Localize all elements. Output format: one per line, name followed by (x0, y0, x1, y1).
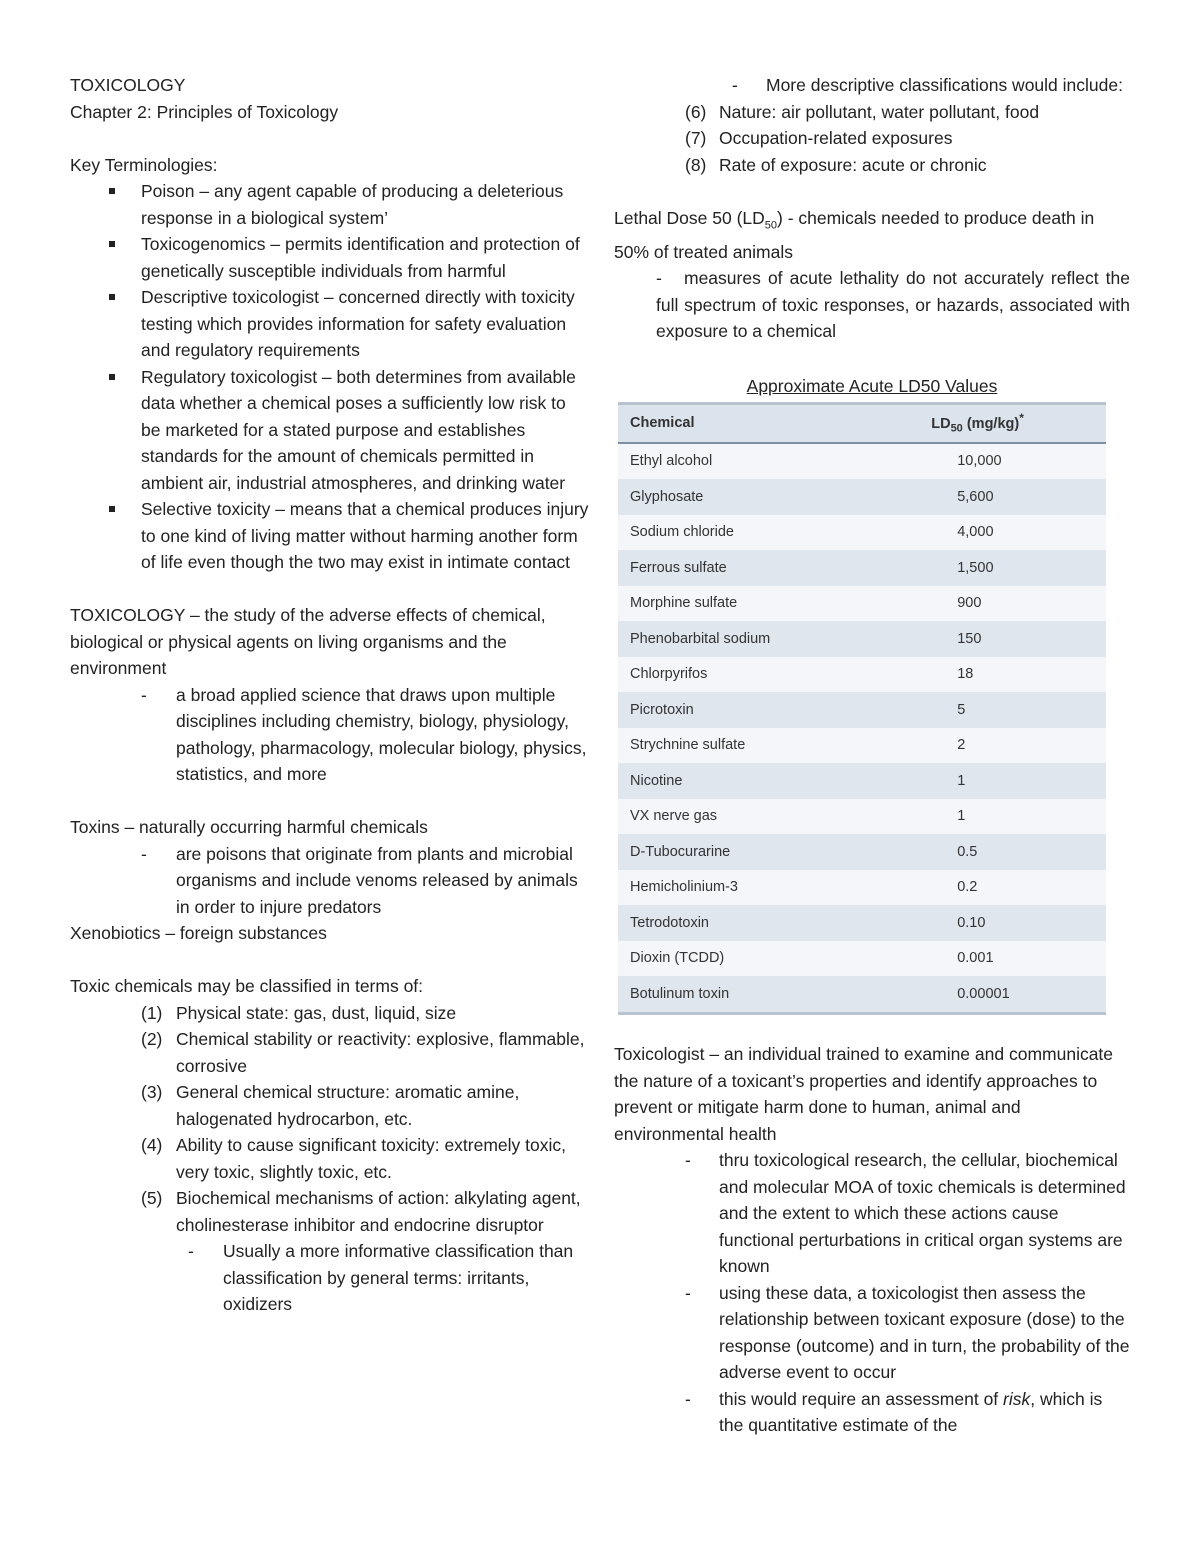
dash-marker: - (656, 268, 662, 288)
table-row: Morphine sulfate 900 (618, 586, 1106, 622)
toxins-definition: Toxins – naturally occurring harmful chemicals (70, 817, 428, 837)
table-row: Chlorpyrifos 18 (618, 657, 1106, 693)
ld50-table (618, 402, 1106, 1015)
classification-item: (3) General chemical structure: aromatic amine, halogenated hydrocarbon, etc. (141, 1082, 520, 1129)
column-header-chemical: Chemical (618, 403, 837, 443)
list-item: Regulatory toxicologist – both determines from available data whether a chemical poses a sufficiently low risk to be marketed for a stated purpose and establishes standards for the amount of chemicals permitted in ambient air, industrial atmospheres, and drinking water (141, 364, 590, 497)
dash-marker: - (685, 1282, 691, 1303)
classification-item: (1) Physical state: gas, dust, liquid, size (141, 1002, 457, 1023)
terminology-list (70, 178, 590, 576)
dash-marker: - (685, 1150, 691, 1171)
table-row: VX nerve gas 1 (618, 799, 1106, 835)
table-row: Sodium chloride 4,000 (618, 515, 1106, 551)
toxicology-subpoint: - a broad applied science that draws upon multiple disciplines including chemistry, biology, physiology, pathology, pharmacology, molecular biology, physics, statistics, and more (70, 682, 590, 788)
chapter-title: Chapter 2: Principles of Toxicology (70, 101, 339, 122)
table-row: Ferrous sulfate 1,500 (618, 550, 1106, 586)
toxicologist-subpoint: - using these data, a toxicologist then assess the relationship between toxicant exposure (dose) to the response (outcome) and in turn, the probability of the adverse event to occur (614, 1280, 1130, 1386)
right-column (614, 72, 1130, 1439)
toxicology-definition: TOXICOLOGY – the study of the adverse effects of chemical, biological or physical agents on living organisms and the environment (70, 605, 546, 678)
classification-item: (8) Rate of exposure: acute or chronic (685, 154, 987, 175)
toxicologist-subpoint: - this would require an assessment of risk, which is the quantitative estimate of the (614, 1386, 1130, 1439)
dash-marker: - (141, 843, 147, 864)
list-item: Toxicogenomics – permits identification and protection of genetically susceptible individuals from harmful (141, 231, 590, 284)
document-title: TOXICOLOGY (70, 75, 186, 95)
table-row: Ethyl alcohol 10,000 (618, 443, 1106, 480)
more-classifications-note: - More descriptive classifications would include: (614, 72, 1130, 99)
ld50-definition: Lethal Dose 50 $(LD_{50})$ - chemicals needed to produce death in 50% of treated animals (614, 207, 1095, 262)
table-row: Dioxin (TCDD) 0.001 (618, 941, 1106, 977)
table-row: D-Tubocurarine 0.5 (618, 834, 1106, 870)
table-row: Strychnine sulfate 2 (618, 728, 1106, 764)
toxins-subpoint: - are poisons that originate from plants and microbial organisms and include venoms released by animals in order to injure predators (70, 841, 590, 921)
table-row: Phenobarbital sodium 150 (618, 621, 1106, 657)
column-header-ld50: $LD_{50}$ (mg/kg)* (837, 403, 1106, 443)
classification-heading: Toxic chemicals may be classified in terms of: (70, 976, 424, 996)
dash-marker: - (685, 1388, 691, 1409)
classification-subpoint: - Usually a more informative classification than classification by general terms: irritants, oxidizers (70, 1238, 590, 1318)
table-row: Picrotoxin 5 (618, 692, 1106, 728)
left-column (70, 72, 590, 1318)
key-terminologies-heading: Key Terminologies: (70, 154, 218, 175)
dash-marker: - (188, 1241, 194, 1261)
toxicologist-definition: Toxicologist – an individual trained to examine and communicate the nature of a toxicant’s properties and identify approaches to prevent or mitigate harm done to human, animal and environmental health (614, 1044, 1114, 1144)
xenobiotics-definition: Xenobiotics – foreign substances (70, 923, 327, 943)
dash-marker: - (732, 75, 738, 95)
table-row: Nicotine 1 (618, 763, 1106, 799)
classification-item: (5) Biochemical mechanisms of action: alkylating agent, cholinesterase inhibitor and endocrine disruptor (141, 1188, 581, 1235)
dash-marker: - (141, 684, 147, 705)
list-item: Poison – any agent capable of producing a deleterious response in a biological system’ (141, 178, 590, 231)
toxicologist-subpoint: - thru toxicological research, the cellular, biochemical and molecular MOA of toxic chemicals is determined and the extent to which these actions cause functional perturbations in critical organ systems are known (614, 1147, 1130, 1280)
list-item: Descriptive toxicologist – concerned directly with toxicity testing which provides information for safety evaluation and regulatory requirements (141, 284, 590, 364)
classification-item: (6) Nature: air pollutant, water pollutant, food (685, 101, 1040, 122)
classification-item: (7) Occupation-related exposures (685, 128, 953, 148)
table-title: Approximate Acute LD50 Values (746, 376, 998, 396)
table-row: Hemicholinium-3 0.2 (618, 870, 1106, 906)
ld50-subpoint: - measures of acute lethality do not accurately reflect the full spectrum of toxic responses, or hazards, associated with exposure to a chemical (614, 265, 1130, 345)
table-row: Botulinum toxin 0.00001 (618, 976, 1106, 1013)
classification-item: (4) Ability to cause significant toxicity: extremely toxic, very toxic, slightly toxic, etc. (141, 1135, 567, 1182)
classification-item: (2) Chemical stability or reactivity: explosive, flammable, corrosive (141, 1029, 585, 1076)
table-header-row (618, 403, 1106, 443)
table-row: Tetrodotoxin 0.10 (618, 905, 1106, 941)
list-item: Selective toxicity – means that a chemical produces injury to one kind of living matter without harming another form of life even though the two may exist in intimate contact (141, 496, 590, 576)
table-row: Glyphosate 5,600 (618, 479, 1106, 515)
